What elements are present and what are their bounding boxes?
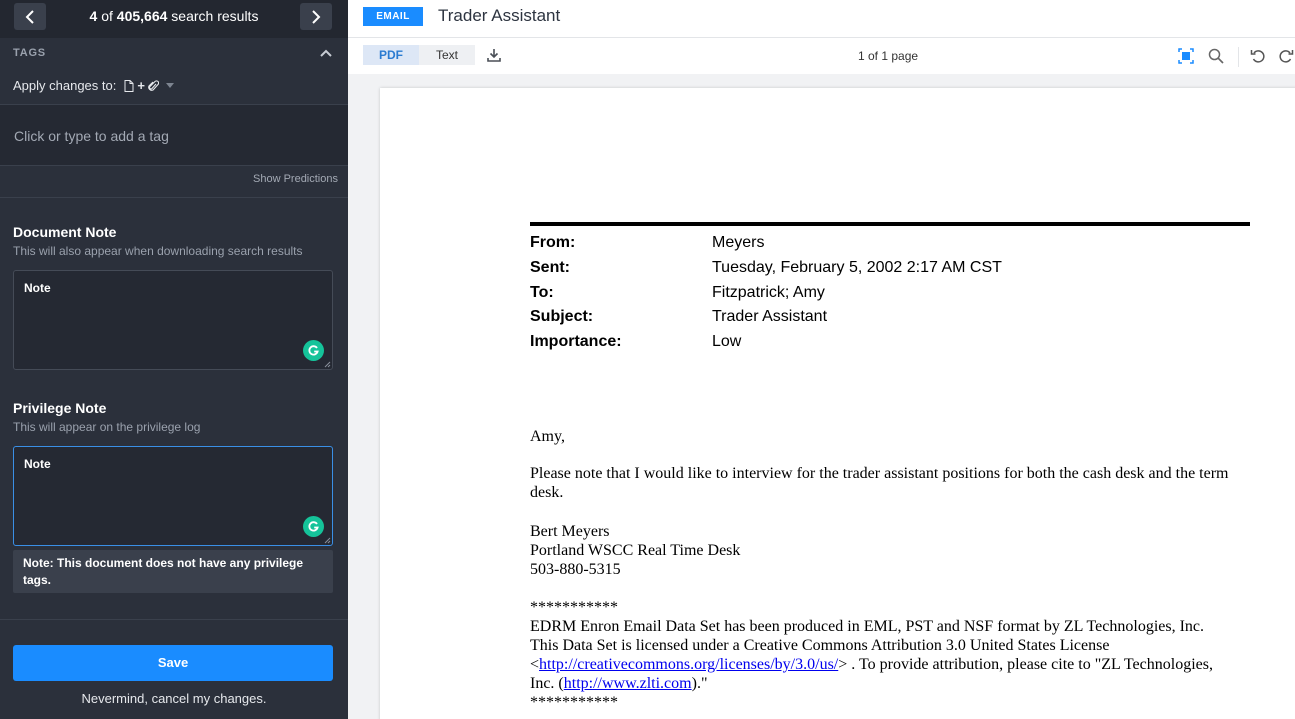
apply-target-dropdown[interactable] [124, 78, 174, 93]
license-text: Inc. ( [530, 675, 564, 692]
current-result-index: 4 [89, 8, 98, 24]
email-signature [530, 522, 1250, 579]
resize-handle-icon[interactable] [324, 537, 331, 544]
field-value: Meyers [712, 234, 765, 251]
document-title: Trader Assistant [438, 6, 561, 25]
document-page [380, 88, 1295, 719]
email-header-fields [530, 234, 1002, 358]
stars-separator: *********** [530, 694, 618, 711]
field-value: Trader Assistant [712, 308, 828, 326]
apply-changes-row [13, 78, 174, 93]
license-line: This Data Set is licensed under a Creative Commons Attribution 3.0 United States License [530, 637, 1110, 654]
license-text: < [530, 656, 540, 673]
document-note-field[interactable] [13, 270, 333, 370]
tab-text[interactable]: Text [419, 45, 475, 65]
signature-phone: 503-880-5315 [530, 561, 621, 578]
tab-pdf[interactable]: PDF [363, 45, 419, 65]
sidebar [0, 0, 348, 719]
divider [0, 197, 348, 198]
rotate-left-icon[interactable] [1250, 48, 1266, 64]
download-icon[interactable] [486, 47, 502, 63]
results-pager [0, 0, 348, 38]
grammarly-icon[interactable] [303, 516, 324, 537]
license-text: > . To provide attribution, please cite to "ZL Technologies, [838, 656, 1213, 673]
fit-page-icon[interactable] [1178, 48, 1194, 64]
resize-handle-icon[interactable] [324, 361, 331, 368]
document-type-badge: EMAIL [363, 7, 423, 26]
save-button[interactable]: Save [13, 645, 333, 681]
results-counter [48, 0, 300, 33]
apply-changes-label: Apply changes to: [13, 78, 117, 93]
license-link[interactable]: http://creativecommons.org/licenses/by/3.0/us/ [539, 656, 839, 673]
chevron-up-icon[interactable] [318, 46, 334, 60]
document-note-title: Document Note [13, 224, 117, 240]
grammarly-icon[interactable] [303, 340, 324, 361]
tag-input-placeholder: Click or type to add a tag [14, 128, 169, 144]
field-label: From: [530, 234, 576, 251]
cancel-changes-link[interactable]: Nevermind, cancel my changes. [81, 691, 267, 706]
field-label: To: [530, 283, 554, 301]
signature-name: Bert Meyers [530, 523, 610, 540]
results-of-label: of [101, 8, 113, 24]
email-greeting: Amy, [530, 428, 565, 445]
email-field-row [530, 259, 1002, 284]
privilege-note-title: Privilege Note [13, 400, 107, 416]
license-line [530, 674, 1250, 693]
signature-desk: Portland WSCC Real Time Desk [530, 542, 741, 559]
search-icon[interactable] [1208, 48, 1224, 64]
document-viewer[interactable] [348, 74, 1295, 719]
divider [0, 619, 348, 620]
privilege-tags-alert: Note: This document does not have any privilege tags. [13, 550, 333, 593]
field-label: Sent: [530, 258, 570, 276]
plus-sign: + [137, 78, 145, 93]
field-value: Tuesday, February 5, 2002 2:17 AM CST [712, 258, 1002, 276]
caret-down-icon [166, 83, 174, 88]
paperclip-icon [148, 80, 159, 92]
email-field-row [530, 284, 1002, 309]
total-results: 405,664 [116, 8, 168, 24]
view-mode-tabs [363, 45, 475, 65]
email-field-row [530, 333, 1002, 358]
stars-separator: *********** [530, 599, 618, 616]
previous-result-button[interactable] [14, 3, 46, 30]
field-label: Subject: [530, 308, 594, 326]
show-predictions-link[interactable]: Show Predictions [253, 173, 338, 185]
chevron-left-icon [25, 10, 35, 24]
field-label: Importance: [530, 333, 622, 350]
viewer-toolbar [348, 39, 1295, 74]
email-field-row [530, 308, 1002, 333]
results-suffix: search results [171, 8, 259, 24]
tag-input[interactable] [0, 104, 348, 166]
document-note-placeholder: Note [24, 281, 51, 295]
license-text: )." [691, 675, 708, 692]
license-line: EDRM Enron Email Data Set has been produced in EML, PST and NSF format by ZL Technologies, Inc. [530, 618, 1205, 635]
document-icon [124, 80, 134, 92]
tags-heading: TAGS [13, 47, 46, 59]
privilege-note-placeholder: Note [24, 457, 51, 471]
toolbar-divider [1238, 47, 1239, 67]
document-header [348, 0, 1295, 38]
license-footer [530, 598, 1250, 712]
license-line [530, 655, 1250, 674]
rotate-right-icon[interactable] [1278, 48, 1294, 64]
document-note-subtitle: This will also appear when downloading search results [13, 244, 303, 258]
email-body: Please note that I would like to interview for the trader assistant positions for both the cash desk and the term desk. [530, 465, 1229, 501]
page-count: 1 of 1 page [858, 49, 919, 63]
field-value: Fitzpatrick; Amy [712, 283, 825, 301]
chevron-right-icon [311, 10, 321, 24]
privilege-note-subtitle: This will appear on the privilege log [13, 420, 201, 434]
privilege-note-field[interactable] [13, 446, 333, 546]
next-result-button[interactable] [300, 3, 332, 30]
header-rule [530, 222, 1250, 226]
zlti-link[interactable]: http://www.zlti.com [563, 675, 692, 692]
email-field-row [530, 234, 1002, 259]
field-value: Low [712, 333, 742, 350]
